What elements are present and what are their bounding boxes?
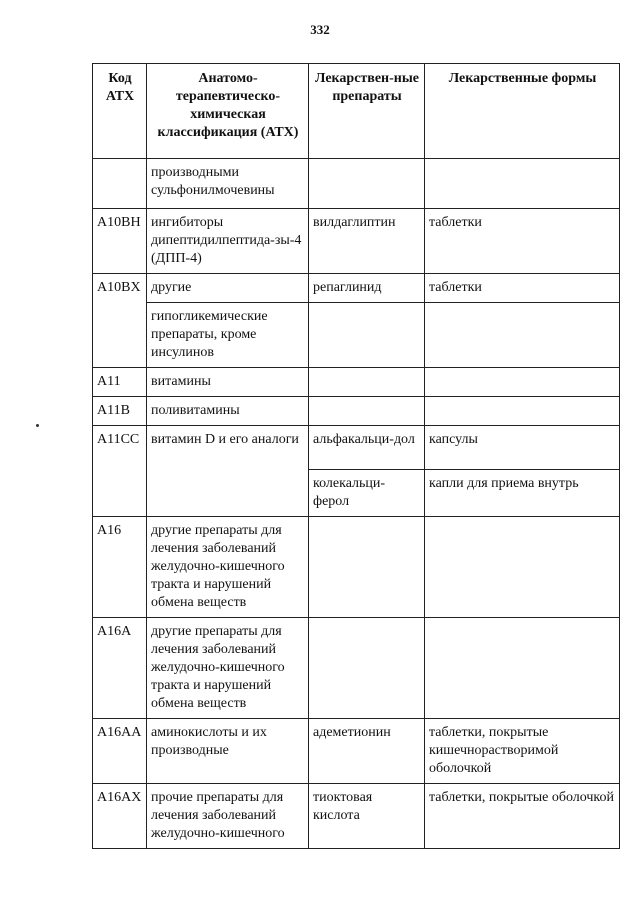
cell-code: A16AA	[93, 719, 147, 784]
cell-drug: адеметионин	[309, 719, 425, 784]
cell-form: таблетки	[425, 274, 620, 303]
table-row	[93, 274, 620, 303]
cell-form: капсулы	[425, 426, 620, 470]
table-row	[93, 303, 620, 368]
cell-code: A11B	[93, 397, 147, 426]
table-row	[93, 426, 620, 470]
cell-drug	[309, 159, 425, 209]
cell-form	[425, 368, 620, 397]
cell-drug: колекальци-ферол	[309, 470, 425, 517]
cell-code: A11	[93, 368, 147, 397]
table-row	[93, 618, 620, 719]
cell-classification: витамин D и его аналоги	[147, 426, 309, 517]
cell-form: таблетки, покрытые кишечнорастворимой оболочкой	[425, 719, 620, 784]
header-drugs: Лекарствен-ные препараты	[309, 64, 425, 159]
cell-classification: ингибиторы дипептидилпептида-зы-4 (ДПП-4)	[147, 209, 309, 274]
margin-dot	[36, 424, 39, 427]
table-row	[93, 719, 620, 784]
header-classification: Анатомо-терапевтическо-химическая классификация (АТХ)	[147, 64, 309, 159]
cell-classification: другие препараты для лечения заболеваний желудочно-кишечного тракта и нарушений обмена веществ	[147, 618, 309, 719]
cell-classification: другие препараты для лечения заболеваний желудочно-кишечного тракта и нарушений обмена веществ	[147, 517, 309, 618]
header-code: Код АТХ	[93, 64, 147, 159]
page-number: 332	[310, 22, 330, 37]
table-row	[93, 517, 620, 618]
cell-classification: прочие препараты для лечения заболеваний желудочно-кишечного	[147, 784, 309, 849]
cell-code: A16	[93, 517, 147, 618]
cell-drug: репаглинид	[309, 274, 425, 303]
cell-classification: другие	[147, 274, 309, 303]
cell-code	[93, 159, 147, 209]
cell-code: A10BX	[93, 274, 147, 368]
cell-code: A16A	[93, 618, 147, 719]
cell-code: A11CC	[93, 426, 147, 517]
table-header-row	[93, 64, 620, 159]
cell-form: таблетки, покрытые оболочкой	[425, 784, 620, 849]
cell-drug	[309, 303, 425, 368]
table-row	[93, 159, 620, 209]
cell-classification: аминокислоты и их производные	[147, 719, 309, 784]
cell-form	[425, 303, 620, 368]
cell-form	[425, 517, 620, 618]
cell-form	[425, 159, 620, 209]
table-row	[93, 209, 620, 274]
cell-drug: альфакальци-дол	[309, 426, 425, 470]
cell-classification: гипогликемические препараты, кроме инсулинов	[147, 303, 309, 368]
cell-form	[425, 618, 620, 719]
table-row	[93, 397, 620, 426]
header-forms: Лекарственные формы	[425, 64, 620, 159]
atx-drug-table	[92, 63, 620, 849]
cell-form: капли для приема внутрь	[425, 470, 620, 517]
cell-code: A10BH	[93, 209, 147, 274]
cell-classification: производными сульфонилмочевины	[147, 159, 309, 209]
cell-form	[425, 397, 620, 426]
cell-drug	[309, 618, 425, 719]
cell-form: таблетки	[425, 209, 620, 274]
cell-drug	[309, 397, 425, 426]
cell-drug	[309, 368, 425, 397]
cell-code: A16AX	[93, 784, 147, 849]
cell-drug: тиоктовая кислота	[309, 784, 425, 849]
cell-drug: вилдаглиптин	[309, 209, 425, 274]
cell-drug	[309, 517, 425, 618]
table-row	[93, 368, 620, 397]
table-row	[93, 784, 620, 849]
cell-classification: витамины	[147, 368, 309, 397]
cell-classification: поливитамины	[147, 397, 309, 426]
